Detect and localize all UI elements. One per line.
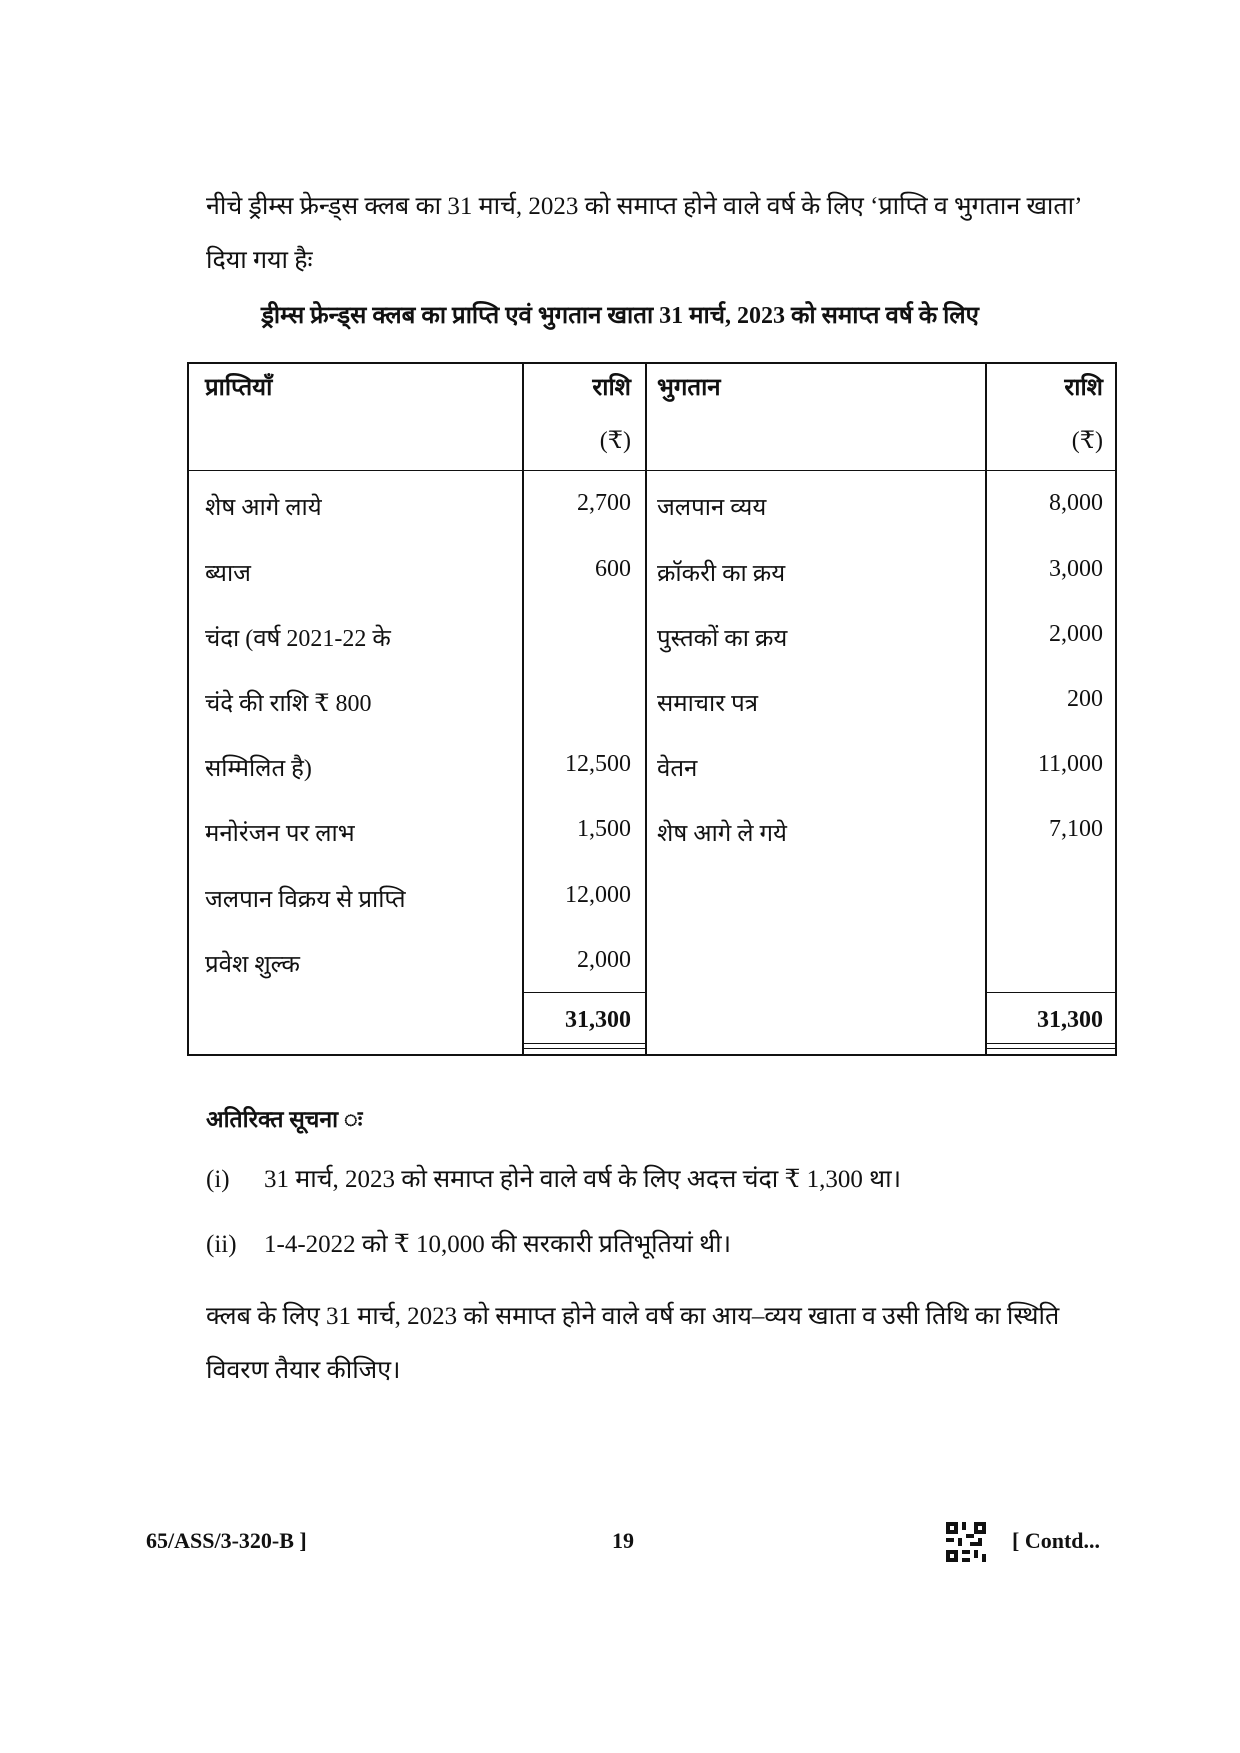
table-title: ड्रीम्स फ्रेन्ड्स क्लब का प्राप्ति एवं भुगतान खाता 31 मार्च, 2023 को समाप्त वर्ष के लिए bbox=[261, 303, 979, 329]
total-rule-top bbox=[524, 992, 645, 993]
paper-code: 65/ASS/3-320-B ] bbox=[146, 1528, 307, 1553]
header-divider bbox=[189, 470, 1115, 471]
info-item-marker: (ii) bbox=[206, 1231, 237, 1258]
payment-label: समाचार पत्र bbox=[657, 691, 758, 717]
receipt-label: मनोरंजन पर लाभ bbox=[205, 821, 355, 847]
header-amount-payments: राशि bbox=[1064, 375, 1103, 401]
total-rule-bottom bbox=[987, 1043, 1117, 1044]
receipt-amount: 2,700 bbox=[577, 490, 631, 516]
header-payments: भुगतान bbox=[657, 375, 721, 401]
receipt-amount: 1,500 bbox=[577, 816, 631, 842]
payment-label: क्रॉकरी का क्रय bbox=[657, 561, 786, 587]
continued-label: [ Contd... bbox=[1012, 1528, 1101, 1553]
header-currency-receipts: (₹) bbox=[599, 428, 631, 454]
receipts-payments-table bbox=[187, 362, 1117, 1056]
column-divider bbox=[645, 364, 647, 1054]
info-item-text: 31 मार्च, 2023 को समाप्त होने वाले वर्ष के लिए अदत्त चंदा ₹ 1,300 था। bbox=[264, 1166, 902, 1193]
instruction-paragraph: क्लब के लिए 31 मार्च, 2023 को समाप्त होने वाले वर्ष का आय–व्यय खाता व उसी तिथि का स्थिति विवरण तैयार कीजिए। bbox=[206, 1303, 1060, 1384]
payment-label: जलपान व्यय bbox=[657, 495, 767, 521]
info-item bbox=[206, 1161, 901, 1195]
additional-info-heading: अतिरिक्त सूचना ः bbox=[206, 1107, 363, 1132]
receipt-label: ब्याज bbox=[205, 561, 251, 587]
receipts-total: 31,300 bbox=[565, 1007, 631, 1033]
receipt-label: चंदा (वर्ष 2021-22 के bbox=[205, 626, 391, 652]
payment-label: पुस्तकों का क्रय bbox=[657, 626, 788, 652]
payment-amount: 200 bbox=[1067, 686, 1103, 712]
receipt-label: चंदे की राशि ₹ 800 bbox=[205, 691, 372, 717]
payment-label: वेतन bbox=[657, 756, 698, 782]
payment-amount: 3,000 bbox=[1049, 556, 1103, 582]
total-rule-bottom bbox=[524, 1048, 645, 1049]
receipt-amount: 12,000 bbox=[565, 882, 631, 908]
page-number: 19 bbox=[612, 1528, 634, 1553]
receipt-amount: 12,500 bbox=[565, 751, 631, 777]
info-item-marker: (i) bbox=[206, 1166, 230, 1193]
receipt-label: जलपान विक्रय से प्राप्ति bbox=[205, 887, 406, 913]
total-rule-bottom bbox=[987, 1048, 1117, 1049]
payment-amount: 11,000 bbox=[1037, 751, 1103, 777]
payment-amount: 2,000 bbox=[1049, 621, 1103, 647]
payment-label: शेष आगे ले गये bbox=[657, 821, 787, 847]
total-rule-top bbox=[987, 992, 1117, 993]
header-currency-payments: (₹) bbox=[1071, 428, 1103, 454]
intro-paragraph: नीचे ड्रीम्स फ्रेन्ड्स क्लब का 31 मार्च, 2023 को समाप्त होने वाले वर्ष के लिए ‘प्राप्ति व भुगतान खाता’ दिया गया हैः bbox=[206, 193, 1082, 274]
info-item-text: 1-4-2022 को ₹ 10,000 की सरकारी प्रतिभूतियां थी। bbox=[264, 1231, 732, 1258]
total-rule-bottom bbox=[524, 1043, 645, 1044]
qr-code-icon bbox=[946, 1522, 986, 1562]
receipt-label: प्रवेश शुल्क bbox=[205, 952, 300, 978]
info-item bbox=[206, 1226, 731, 1260]
receipt-label: शेष आगे लाये bbox=[205, 495, 322, 521]
header-amount-receipts: राशि bbox=[592, 375, 631, 401]
receipt-amount: 600 bbox=[595, 556, 631, 582]
payments-total: 31,300 bbox=[1037, 1007, 1103, 1033]
payment-amount: 7,100 bbox=[1049, 816, 1103, 842]
payment-amount: 8,000 bbox=[1049, 490, 1103, 516]
receipt-amount: 2,000 bbox=[577, 947, 631, 973]
receipt-label: सम्मिलित है) bbox=[205, 756, 312, 782]
header-receipts: प्राप्तियाँ bbox=[205, 375, 273, 401]
